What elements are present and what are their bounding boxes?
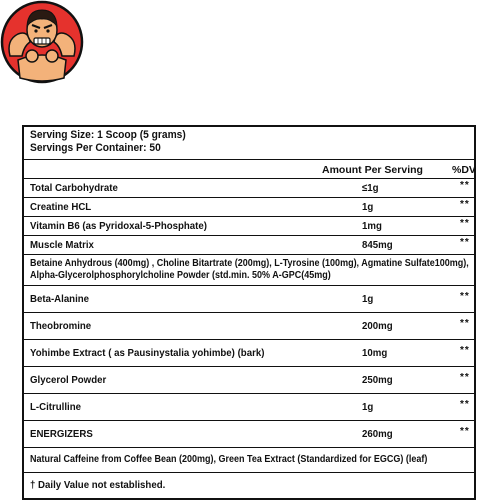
ingredient-dv: ** (460, 180, 470, 191)
ingredient-amount: ≤1g (362, 182, 379, 194)
table-row (24, 421, 474, 448)
ingredient-name: Yohimbe Extract ( as Pausinystalia yohimbe) (bark) (30, 347, 265, 359)
dv-column-header: %DV (452, 164, 476, 176)
table-row (24, 217, 474, 236)
description-line: Alpha-Glycerolphosphorylcholine Powder (std.min. 50% A-GPC(45mg) (30, 269, 331, 281)
serving-info (24, 127, 474, 160)
table-row (24, 198, 474, 217)
table-row (24, 286, 474, 313)
table-row (24, 394, 474, 421)
ingredient-amount: 1g (362, 401, 374, 413)
muscle-matrix-description (24, 255, 474, 286)
ingredient-dv: ** (460, 372, 470, 383)
footnote (24, 473, 474, 498)
ingredient-name: Vitamin B6 (as Pyridoxal-5-Phosphate) (30, 220, 207, 232)
ingredient-amount: 1mg (362, 220, 382, 232)
ingredient-name: Theobromine (30, 320, 92, 332)
ingredient-amount: 1g (362, 201, 374, 213)
ingredient-amount: 200mg (362, 320, 393, 332)
table-row (24, 179, 474, 198)
ingredient-dv: ** (460, 345, 470, 356)
amount-column-header: Amount Per Serving (322, 164, 423, 176)
supplement-facts-panel (22, 125, 476, 500)
ingredient-dv: ** (460, 318, 470, 329)
column-headers (24, 160, 474, 179)
table-row (24, 367, 474, 394)
energizers-description (24, 448, 474, 473)
ingredient-name: Total Carbohydrate (30, 182, 118, 194)
muscle-man-mascot-icon (0, 0, 84, 84)
ingredient-name: ENERGIZERS (30, 428, 93, 440)
serving-size: Serving Size: 1 Scoop (5 grams) (30, 129, 186, 141)
ingredient-name: Glycerol Powder (30, 374, 107, 386)
ingredient-name: Creatine HCL (30, 201, 92, 213)
ingredient-dv: ** (460, 291, 470, 302)
ingredient-amount: 1g (362, 293, 374, 305)
ingredient-amount: 845mg (362, 239, 393, 251)
ingredient-dv: ** (460, 218, 470, 229)
servings-per-container: Servings Per Container: 50 (30, 142, 161, 154)
table-row (24, 340, 474, 367)
footnote-text: † Daily Value not established. (30, 479, 166, 491)
ingredient-dv: ** (460, 399, 470, 410)
description-line: Natural Caffeine from Coffee Bean (200mg), Green Tea Extract (Standardized for EGCG) (leaf) (30, 454, 428, 465)
table-row (24, 236, 474, 255)
ingredient-name: Beta-Alanine (30, 293, 90, 305)
ingredient-name: L-Citrulline (30, 401, 81, 413)
ingredient-amount: 250mg (362, 374, 393, 386)
description-line: Betaine Anhydrous (400mg) , Choline Bitartrate (200mg), L-Tyrosine (100mg), Agmatine Sulfate100mg), (30, 258, 469, 269)
brand-logo (0, 0, 84, 84)
table-row (24, 313, 474, 340)
ingredient-amount: 260mg (362, 428, 393, 440)
ingredient-dv: ** (460, 199, 470, 210)
ingredient-dv: ** (460, 237, 470, 248)
ingredient-name: Muscle Matrix (30, 239, 94, 251)
ingredient-dv: ** (460, 426, 470, 437)
ingredient-amount: 10mg (362, 347, 388, 359)
